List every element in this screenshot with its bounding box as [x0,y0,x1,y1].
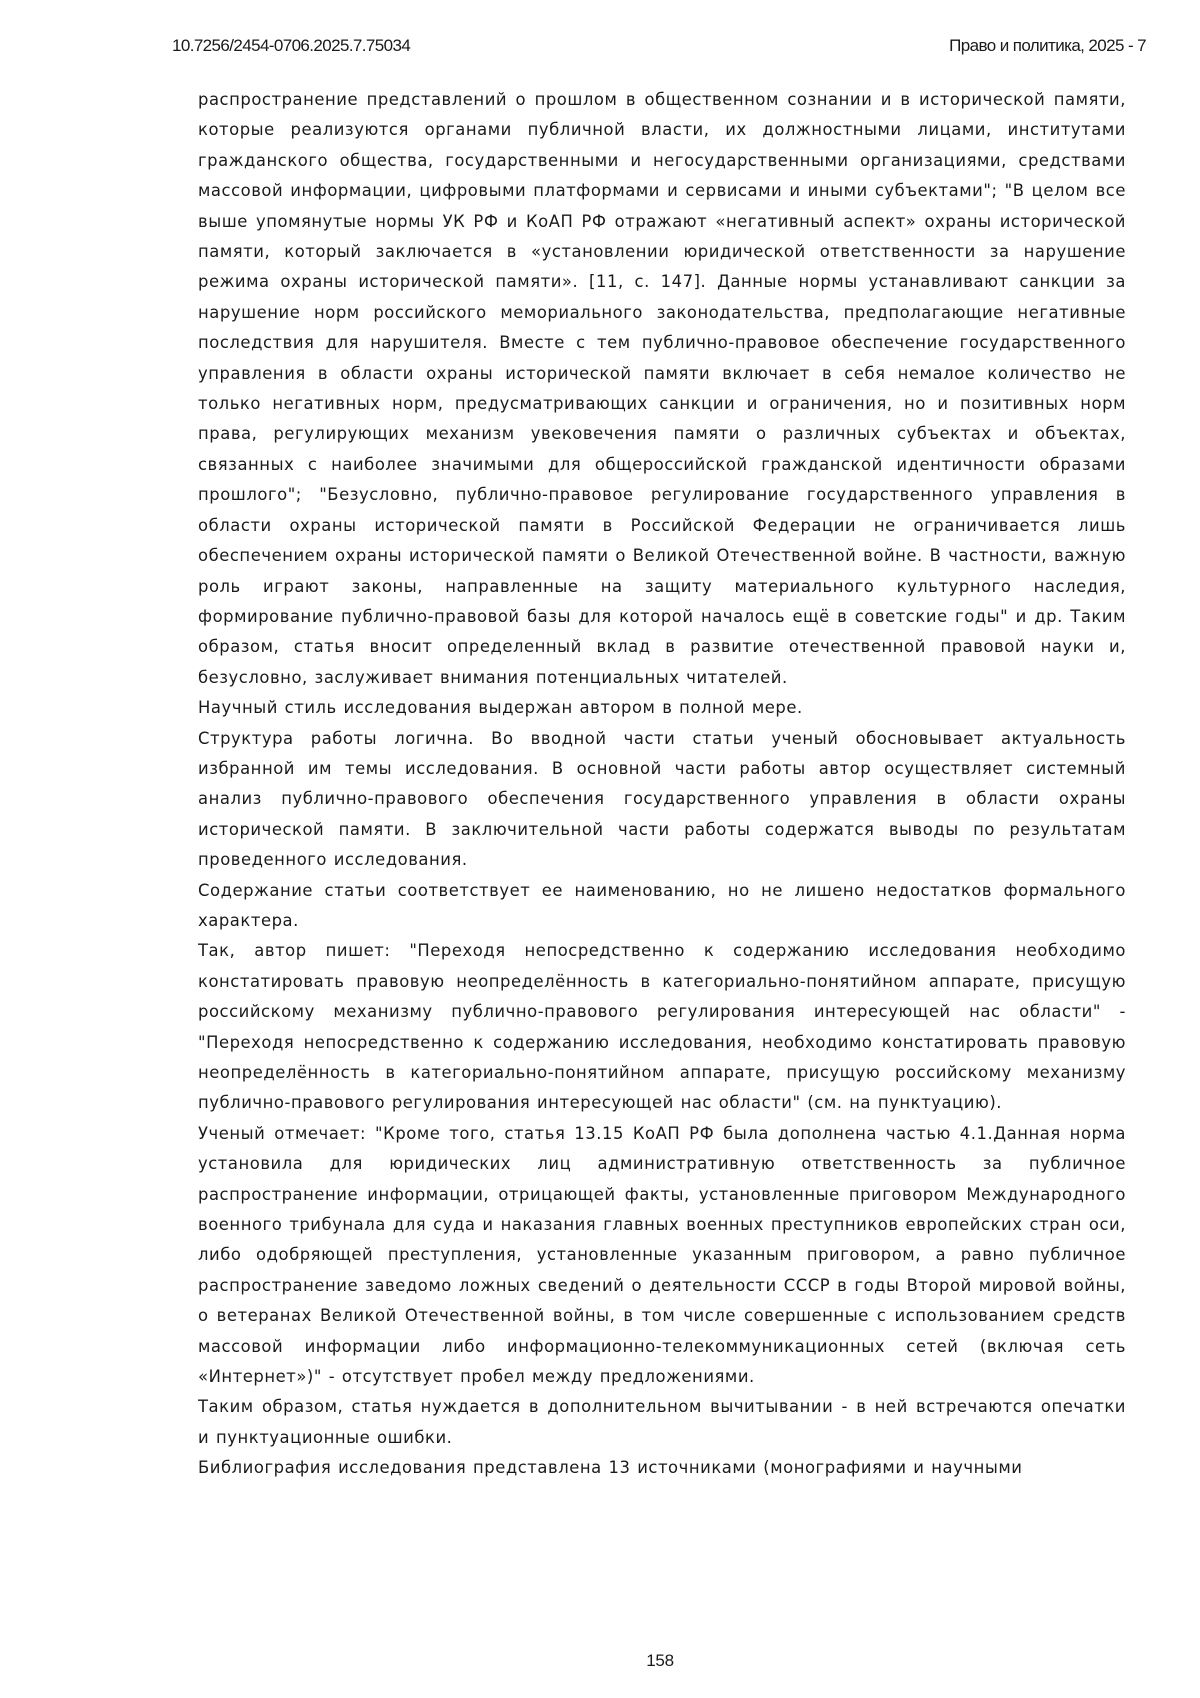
review-paragraph-proofreading: Таким образом, статья нуждается в дополнительном вычитывании - в ней встречаются опечатки и пунктуационные ошибки. [198,1392,1126,1453]
review-paragraph-spacing-example: Ученый отмечает: "Кроме того, статья 13.15 КоАП РФ была дополнена частью 4.1.Данная норма установила для юридических лиц административную ответственность за публичное распространение информации, отрицающей факты, установленные приговором Международного военного трибунала для суда и наказания главных военных преступников европейских стран оси, либо одобряющей преступления, установленные указанным приговором, а равно публичное распространение заведомо ложных сведений о деятельности СССР в годы Второй мировой войны, о ветеранах Великой Отечественной войны, в том числе совершенные с использованием средств массовой информации либо информационно-телекоммуникационных сетей (включая сеть «Интернет»)" - отсутствует пробел между предложениями. [198,1119,1126,1393]
review-paragraph-punctuation-example: Так, автор пишет: "Переходя непосредственно к содержанию исследования необходимо констатировать правовую неопределённость в категориально-понятийном аппарате, присущую российскому механизму публично-правового регулирования интересующей нас области" - "Переходя непосредственно к содержанию исследования, необходимо констатировать правовую неопределённость в категориально-понятийном аппарате, присущую российскому механизму публично-правового регулирования интересующей нас области" (см. на пунктуацию). [198,936,1126,1118]
page-number: 158 [0,1651,1200,1671]
review-paragraph-content: Содержание статьи соответствует ее наименованию, но не лишено недостатков формального характера. [198,876,1126,937]
review-paragraph-style: Научный стиль исследования выдержан автором в полной мере. [198,693,1126,723]
journal-issue-label: Право и политика, 2025 - 7 [949,36,1146,56]
article-body [198,85,1126,1484]
review-paragraph-structure: Структура работы логична. Во вводной части статьи ученый обосновывает актуальность избранной им темы исследования. В основной части работы автор осуществляет системный анализ публично-правового обеспечения государственного управления в области охраны исторической памяти. В заключительной части работы содержатся выводы по результатам проведенного исследования. [198,724,1126,876]
review-paragraph-quotes: распространение представлений о прошлом в общественном сознании и в исторической памяти, которые реализуются органами публичной власти, их должностными лицами, институтами гражданского общества, государственными и негосударственными организациями, средствами массовой информации, цифровыми платформами и сервисами и иными субъектами"; "В целом все выше упомянутые нормы УК РФ и КоАП РФ отражают «негативный аспект» охраны исторической памяти, который заключается в «установлении юридической ответственности за нарушение режима охраны исторической памяти». [11, с. 147]. Данные нормы устанавливают санкции за нарушение норм российского мемориального законодательства, предполагающие негативные последствия для нарушителя. Вместе с тем публично-правовое обеспечение государственного управления в области охраны исторической памяти включает в себя немалое количество не только негативных норм, предусматривающих санкции и ограничения, но и позитивных норм права, регулирующих механизм увековечения памяти о различных субъектах и объектах, связанных с наиболее значимыми для общероссийской гражданской идентичности образами прошлого"; "Безусловно, публично-правовое регулирование государственного управления в области охраны исторической памяти в Российской Федерации не ограничивается лишь обеспечением охраны исторической памяти о Великой Отечественной войне. В частности, важную роль играют законы, направленные на защиту материального культурного наследия, формирование публично-правовой базы для которой началось ещё в советские годы" и др. Таким образом, статья вносит определенный вклад в развитие отечественной правовой науки и, безусловно, заслуживает внимания потенциальных читателей. [198,85,1126,693]
doi-label: 10.7256/2454-0706.2025.7.75034 [172,36,410,56]
running-header [172,36,1146,60]
review-paragraph-bibliography: Библиография исследования представлена 13 источниками (монографиями и научными [198,1453,1126,1483]
